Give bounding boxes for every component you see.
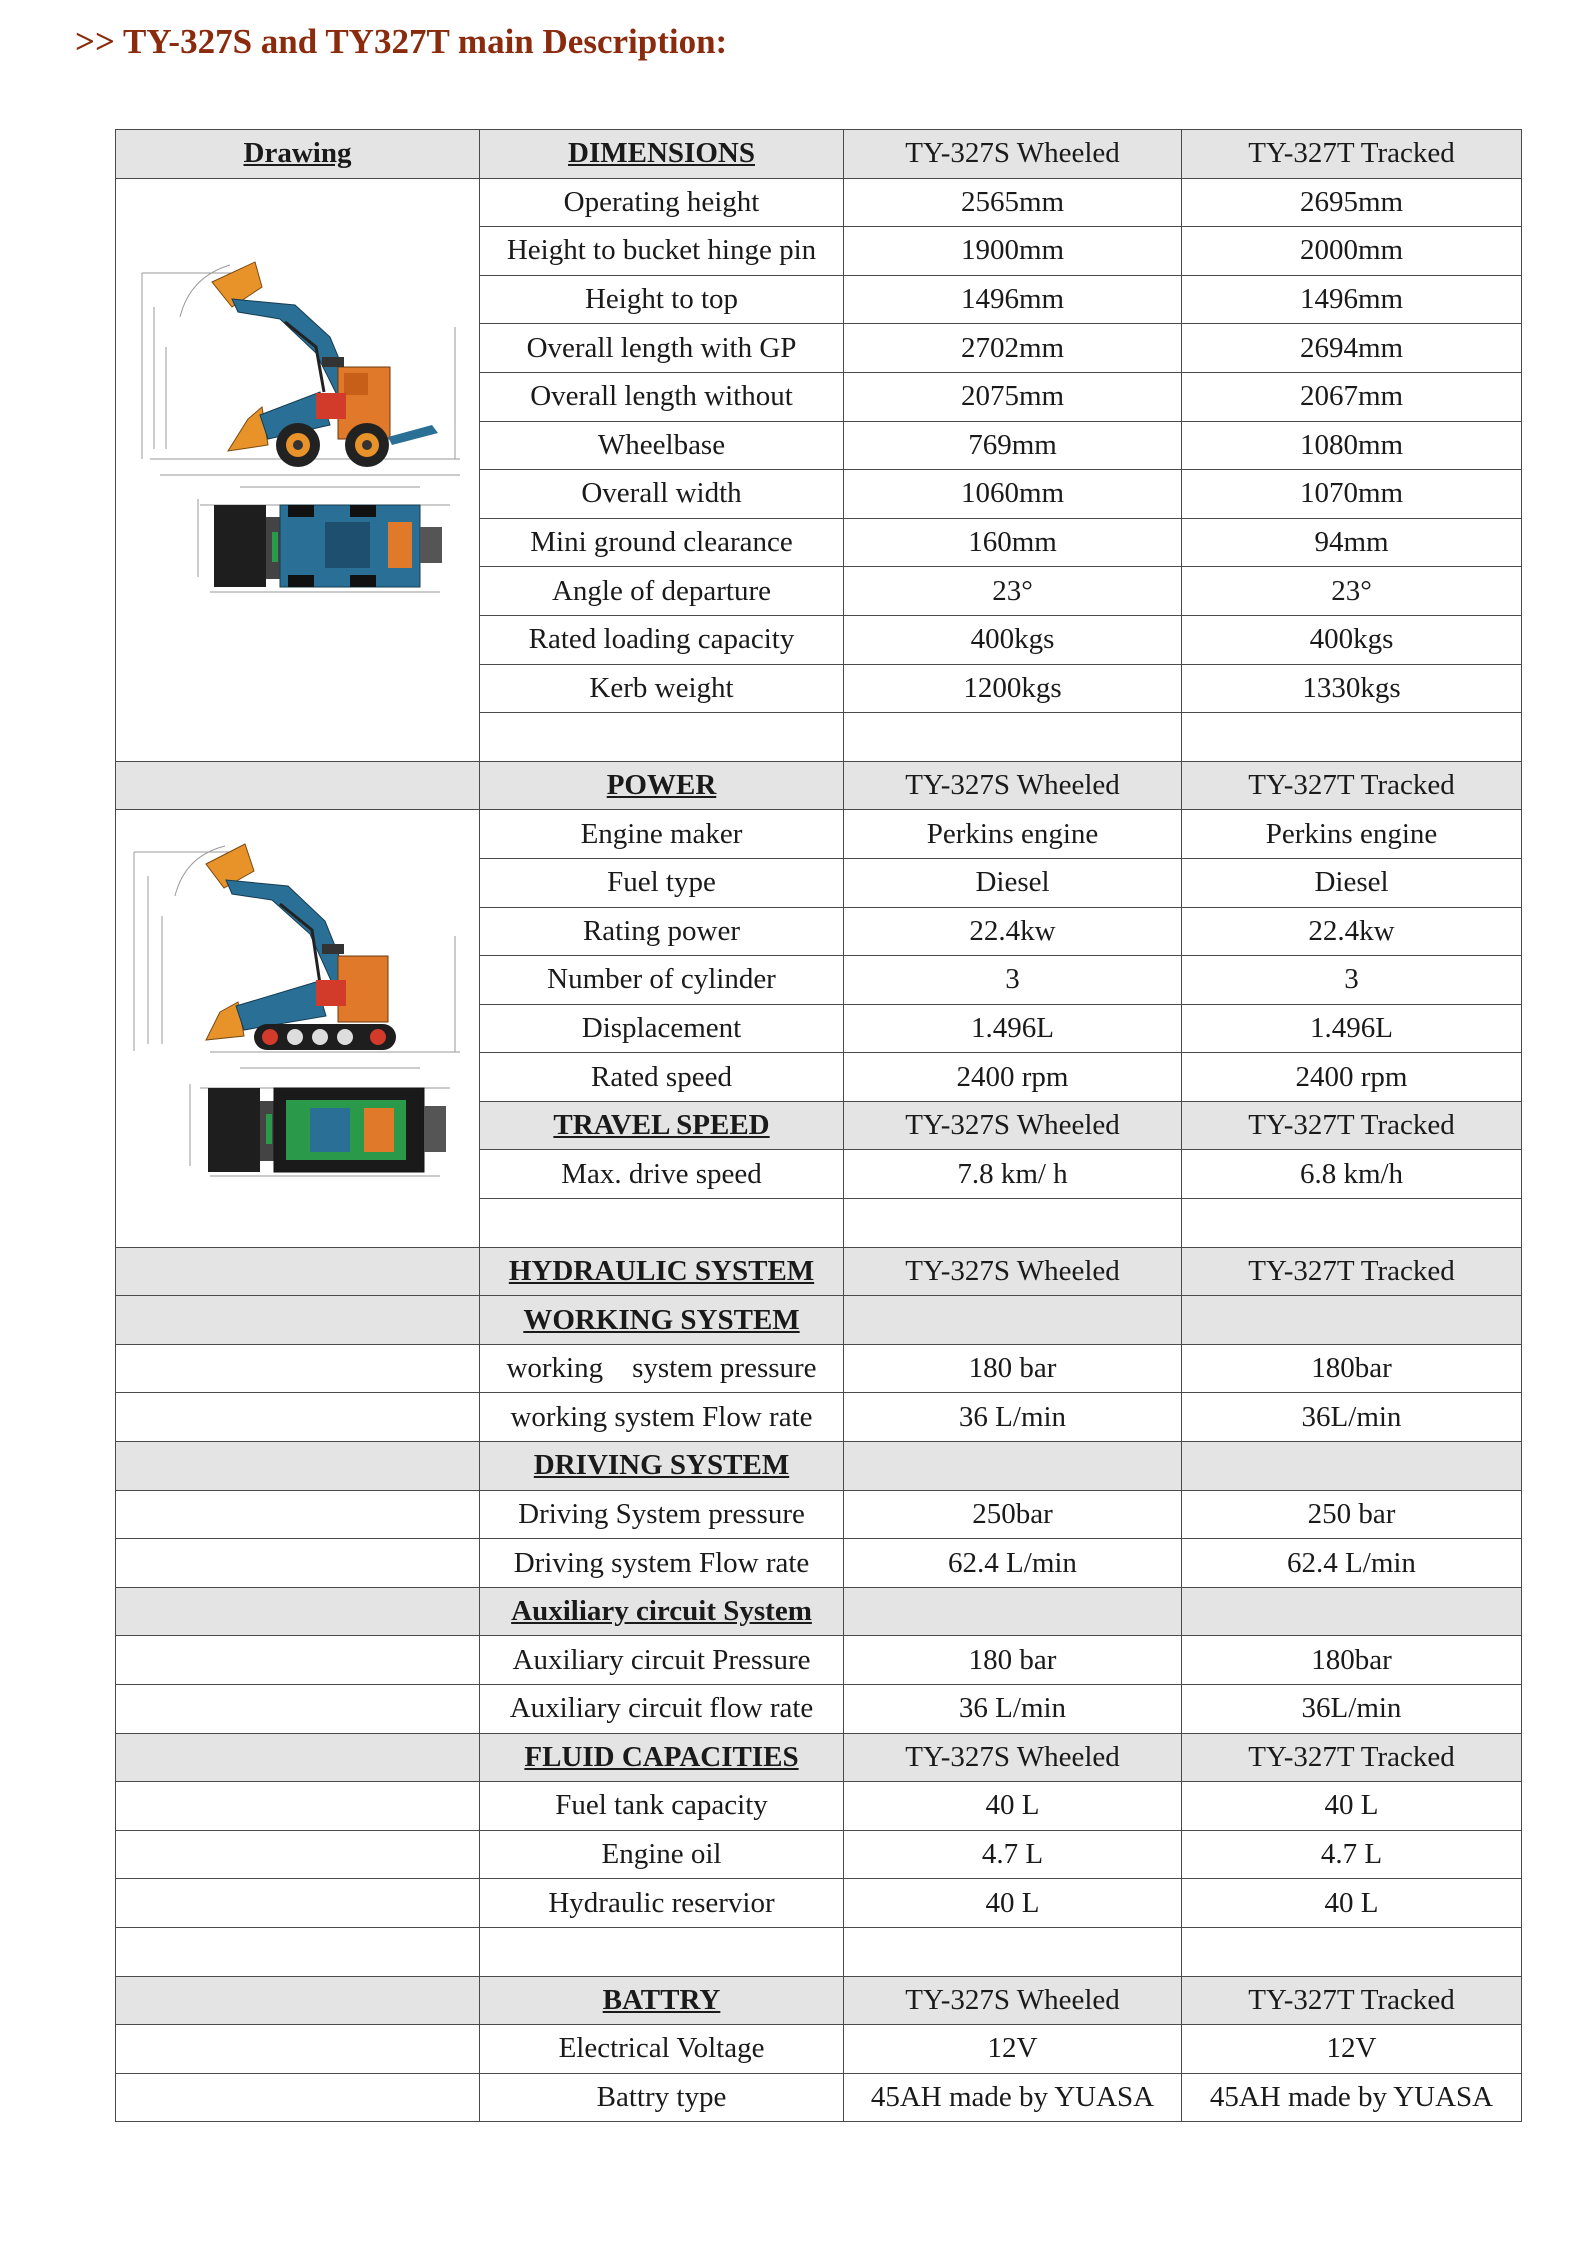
spec-value-tracked: 400kgs <box>1182 615 1522 664</box>
spec-value-tracked: 180bar <box>1182 1344 1522 1393</box>
table-header-row <box>116 130 1522 179</box>
spec-label: Rated speed <box>480 1053 844 1102</box>
table-row <box>116 1685 1522 1734</box>
spec-value-wheeled: 769mm <box>844 421 1182 470</box>
column-header-tracked: TY-327T Tracked <box>1182 1976 1522 2025</box>
spec-value-tracked: 1.496L <box>1182 1004 1522 1053</box>
spec-value-wheeled: Perkins engine <box>844 810 1182 859</box>
spec-value-wheeled: 2565mm <box>844 178 1182 227</box>
spec-label: Hydraulic reservior <box>480 1879 844 1928</box>
table-row <box>116 1879 1522 1928</box>
spec-value-tracked: 2694mm <box>1182 324 1522 373</box>
spec-label: Displacement <box>480 1004 844 1053</box>
spec-label: Overall width <box>480 470 844 519</box>
subsection-header-row <box>116 1442 1522 1491</box>
spec-value-wheeled: 62.4 L/min <box>844 1539 1182 1588</box>
spec-label: Auxiliary circuit Pressure <box>480 1636 844 1685</box>
spec-value-wheeled: 250bar <box>844 1490 1182 1539</box>
section-heading-battery: BATTRY <box>480 1976 844 2025</box>
spec-value-tracked: 1496mm <box>1182 275 1522 324</box>
spec-value-wheeled: 1060mm <box>844 470 1182 519</box>
spec-value-tracked: 1330kgs <box>1182 664 1522 713</box>
spec-label: Angle of departure <box>480 567 844 616</box>
column-header-tracked: TY-327T Tracked <box>1182 1247 1522 1296</box>
section-heading-dimensions: DIMENSIONS <box>480 130 844 179</box>
spec-value-tracked: 12V <box>1182 2025 1522 2074</box>
drawing-header: Drawing <box>116 130 480 179</box>
column-header-wheeled: TY-327S Wheeled <box>844 761 1182 810</box>
spec-value-wheeled: 160mm <box>844 518 1182 567</box>
spec-value-wheeled: 7.8 km/ h <box>844 1150 1182 1199</box>
spec-value-tracked: 40 L <box>1182 1879 1522 1928</box>
spec-table <box>115 129 1522 2122</box>
section-heading-power: POWER <box>480 761 844 810</box>
spec-label: Wheelbase <box>480 421 844 470</box>
column-header-tracked: TY-327T Tracked <box>1182 1733 1522 1782</box>
spec-value-wheeled: 12V <box>844 2025 1182 2074</box>
table-row <box>116 1830 1522 1879</box>
spec-label: Mini ground clearance <box>480 518 844 567</box>
spec-value-tracked: 45AH made by YUASA <box>1182 2073 1522 2122</box>
spec-value-wheeled: 4.7 L <box>844 1830 1182 1879</box>
spec-value-tracked: 1070mm <box>1182 470 1522 519</box>
column-header-tracked: TY-327T Tracked <box>1182 761 1522 810</box>
spec-value-tracked: 62.4 L/min <box>1182 1539 1522 1588</box>
spec-value-wheeled: 180 bar <box>844 1636 1182 1685</box>
spec-value-wheeled: 22.4kw <box>844 907 1182 956</box>
spec-value-tracked: 2000mm <box>1182 227 1522 276</box>
spec-label: Kerb weight <box>480 664 844 713</box>
spec-value-tracked: 180bar <box>1182 1636 1522 1685</box>
spec-value-wheeled: 2702mm <box>844 324 1182 373</box>
table-row <box>116 2025 1522 2074</box>
spec-label: working system Flow rate <box>480 1393 844 1442</box>
spec-label: Fuel type <box>480 858 844 907</box>
section-heading-fluid: FLUID CAPACITIES <box>480 1733 844 1782</box>
spec-value-wheeled: 23° <box>844 567 1182 616</box>
spec-value-wheeled: 1.496L <box>844 1004 1182 1053</box>
column-header-wheeled: TY-327S Wheeled <box>844 1733 1182 1782</box>
subsection-header-row <box>116 1587 1522 1636</box>
spec-value-wheeled: 1496mm <box>844 275 1182 324</box>
spec-value-tracked: 4.7 L <box>1182 1830 1522 1879</box>
spec-value-wheeled: 45AH made by YUASA <box>844 2073 1182 2122</box>
spec-value-tracked: Diesel <box>1182 858 1522 907</box>
subsection-heading-auxiliary: Auxiliary circuit System <box>480 1587 844 1636</box>
spec-value-tracked: 36L/min <box>1182 1685 1522 1734</box>
spec-label: Height to top <box>480 275 844 324</box>
spec-label: working system pressure <box>480 1344 844 1393</box>
column-header-wheeled: TY-327S Wheeled <box>844 130 1182 179</box>
table-row <box>116 1782 1522 1831</box>
spec-value-wheeled: 1900mm <box>844 227 1182 276</box>
spec-label: Electrical Voltage <box>480 2025 844 2074</box>
spec-value-tracked: 22.4kw <box>1182 907 1522 956</box>
spec-value-wheeled: 3 <box>844 956 1182 1005</box>
spec-value-wheeled: 180 bar <box>844 1344 1182 1393</box>
table-row <box>116 810 1522 859</box>
spec-value-tracked: 94mm <box>1182 518 1522 567</box>
table-row <box>116 1393 1522 1442</box>
spec-label: Rated loading capacity <box>480 615 844 664</box>
table-row <box>116 178 1522 227</box>
spec-label: Height to bucket hinge pin <box>480 227 844 276</box>
spec-value-tracked: 1080mm <box>1182 421 1522 470</box>
spec-value-wheeled: 36 L/min <box>844 1393 1182 1442</box>
spec-value-wheeled: 1200kgs <box>844 664 1182 713</box>
spec-value-tracked: 36L/min <box>1182 1393 1522 1442</box>
section-heading-travel-speed: TRAVEL SPEED <box>480 1101 844 1150</box>
spec-value-tracked: Perkins engine <box>1182 810 1522 859</box>
table-row <box>116 1490 1522 1539</box>
spec-value-tracked: 6.8 km/h <box>1182 1150 1522 1199</box>
tracked-drawing-cell <box>116 810 480 1247</box>
spec-label: Driving System pressure <box>480 1490 844 1539</box>
table-row <box>116 2073 1522 2122</box>
spec-value-tracked: 250 bar <box>1182 1490 1522 1539</box>
spec-label: Engine oil <box>480 1830 844 1879</box>
spec-label: Max. drive speed <box>480 1150 844 1199</box>
spec-value-tracked: 2400 rpm <box>1182 1053 1522 1102</box>
spec-value-wheeled: 2400 rpm <box>844 1053 1182 1102</box>
section-header-row <box>116 1976 1522 2025</box>
spec-value-tracked: 2695mm <box>1182 178 1522 227</box>
spec-label: Battry type <box>480 2073 844 2122</box>
section-header-row <box>116 761 1522 810</box>
table-row <box>116 1539 1522 1588</box>
spec-label: Rating power <box>480 907 844 956</box>
spec-value-wheeled: 400kgs <box>844 615 1182 664</box>
tracked-loader-drawing <box>120 816 480 1241</box>
spec-value-tracked: 3 <box>1182 956 1522 1005</box>
spec-label: Number of cylinder <box>480 956 844 1005</box>
spec-value-tracked: 40 L <box>1182 1782 1522 1831</box>
section-header-row <box>116 1733 1522 1782</box>
subsection-heading-driving: DRIVING SYSTEM <box>480 1442 844 1491</box>
column-header-wheeled: TY-327S Wheeled <box>844 1247 1182 1296</box>
spec-value-wheeled: 2075mm <box>844 372 1182 421</box>
spec-label: Driving system Flow rate <box>480 1539 844 1588</box>
spec-label: Engine maker <box>480 810 844 859</box>
spec-value-wheeled: 36 L/min <box>844 1685 1182 1734</box>
spec-value-wheeled: 40 L <box>844 1782 1182 1831</box>
spec-label: Auxiliary circuit flow rate <box>480 1685 844 1734</box>
column-header-tracked: TY-327T Tracked <box>1182 1101 1522 1150</box>
table-row <box>116 1344 1522 1393</box>
column-header-tracked: TY-327T Tracked <box>1182 130 1522 179</box>
spec-value-tracked: 23° <box>1182 567 1522 616</box>
spec-value-wheeled: 40 L <box>844 1879 1182 1928</box>
column-header-wheeled: TY-327S Wheeled <box>844 1101 1182 1150</box>
spec-value-wheeled: Diesel <box>844 858 1182 907</box>
spec-label: Overall length with GP <box>480 324 844 373</box>
empty-row <box>116 1927 1522 1976</box>
table-row <box>116 1636 1522 1685</box>
section-heading-hydraulic: HYDRAULIC SYSTEM <box>480 1247 844 1296</box>
column-header-wheeled: TY-327S Wheeled <box>844 1976 1182 2025</box>
spec-value-tracked: 2067mm <box>1182 372 1522 421</box>
wheeled-loader-drawing <box>120 187 480 752</box>
spec-label: Fuel tank capacity <box>480 1782 844 1831</box>
page-title: >> TY-327S and TY327T main Description: <box>75 22 728 61</box>
subsection-heading-working: WORKING SYSTEM <box>480 1296 844 1345</box>
wheeled-drawing-cell <box>116 178 480 761</box>
subsection-header-row <box>116 1296 1522 1345</box>
section-header-row <box>116 1247 1522 1296</box>
spec-label: Operating height <box>480 178 844 227</box>
spec-label: Overall length without <box>480 372 844 421</box>
